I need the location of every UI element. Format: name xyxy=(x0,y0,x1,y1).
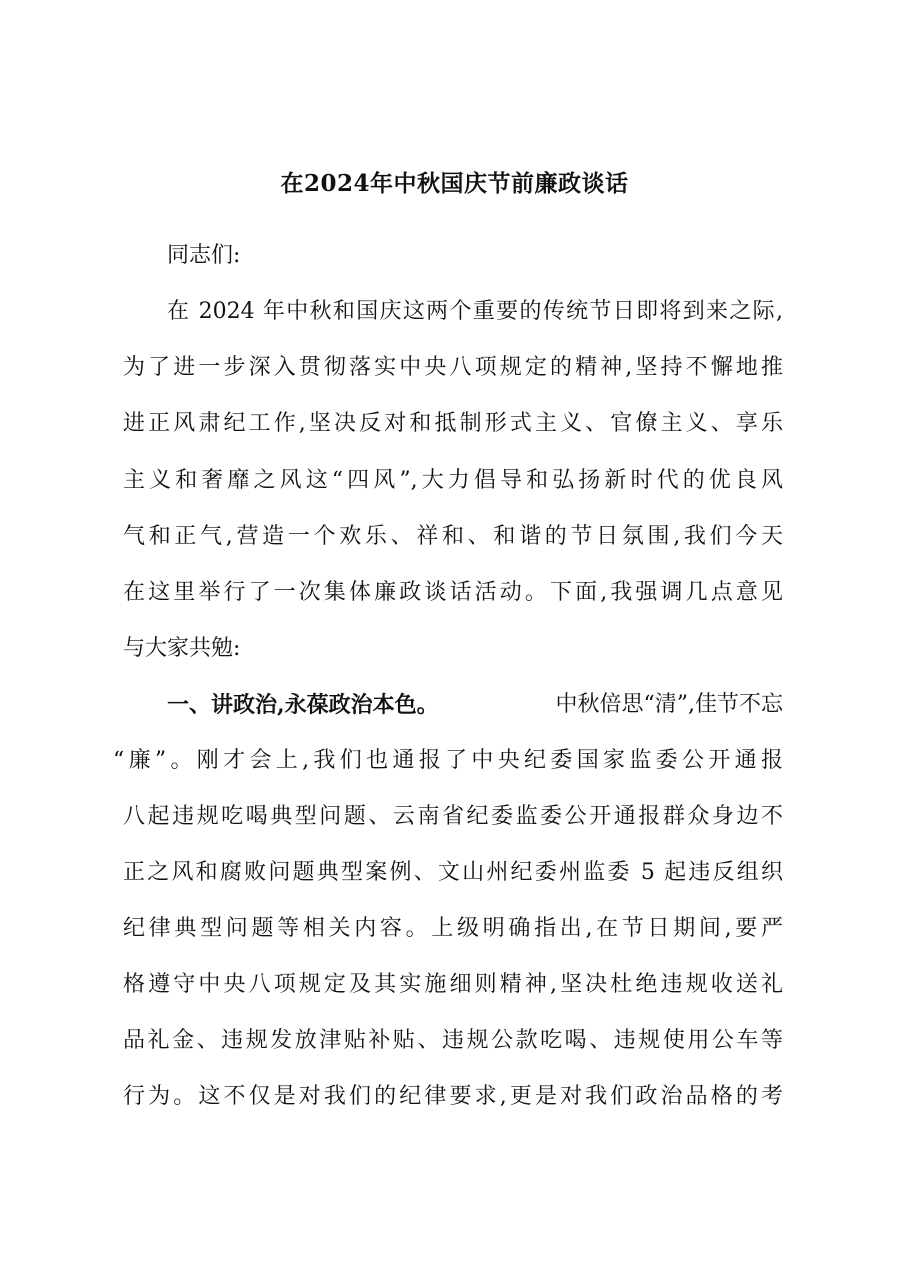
intro-line: 为了进一步深入贯彻落实中央八项规定的精神,坚持不懈地推 xyxy=(123,355,783,380)
section-1-first-line-text: 中秋倍思“清”,佳节不忘 xyxy=(555,692,783,717)
salutation: 同志们: xyxy=(167,243,241,268)
section-1-line: 品礼金、违规发放津贴补贴、违规公款吃喝、违规使用公车等 xyxy=(123,1028,783,1053)
section-1-line: “廉”。刚才会上,我们也通报了中央纪委国家监委公开通报 xyxy=(113,748,783,773)
intro-line: 在 2024 年中秋和国庆这两个重要的传统节日即将到来之际, xyxy=(167,299,783,324)
intro-line: 气和正气,营造一个欢乐、祥和、和谐的节日氛围,我们今天 xyxy=(123,524,783,549)
document-title: 在2024年中秋国庆节前廉政谈话 xyxy=(280,170,629,197)
intro-line: 与大家共勉: xyxy=(123,636,241,661)
section-1-line: 纪律典型问题等相关内容。上级明确指出,在节日期间,要严 xyxy=(123,916,783,941)
section-1-line: 格遵守中央八项规定及其实施细则精神,坚决杜绝违规收送礼 xyxy=(123,972,783,997)
intro-line: 进正风肃纪工作,坚决反对和抵制形式主义、官僚主义、享乐 xyxy=(123,411,783,436)
section-1-line: 八起违规吃喝典型问题、云南省纪委监委公开通报群众身边不 xyxy=(123,804,783,829)
section-1-line: 行为。这不仅是对我们的纪律要求,更是对我们政治品格的考 xyxy=(123,1084,783,1109)
intro-line: 在这里举行了一次集体廉政谈话活动。下面,我强调几点意见 xyxy=(123,580,783,605)
section-1-line: 正之风和腐败问题典型案例、文山州纪委州监委 5 起违反组织 xyxy=(123,860,783,885)
section-1-heading: 一、讲政治,永葆政治本色。 xyxy=(167,692,439,718)
section-1-first-line xyxy=(167,690,783,720)
intro-line: 主义和奢靡之风这“四风”,大力倡导和弘扬新时代的优良风 xyxy=(123,468,783,493)
